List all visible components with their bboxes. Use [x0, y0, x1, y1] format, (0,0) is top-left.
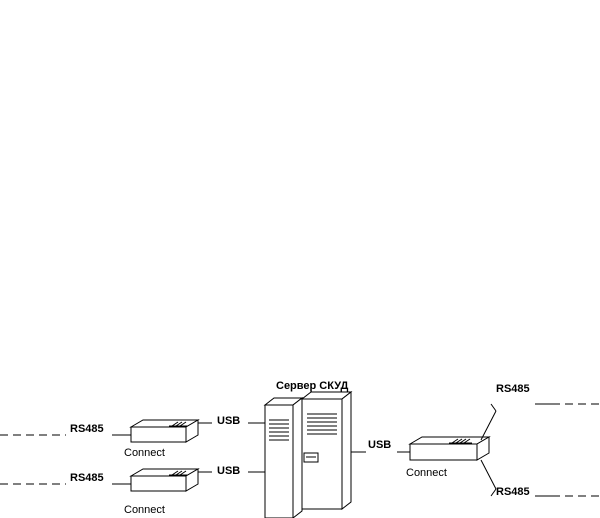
rs485-branch-right-top	[481, 404, 600, 440]
converter-right-caption: Connect	[406, 467, 447, 479]
rs485-label-right-top: RS485	[496, 383, 530, 395]
usb-label-right: USB	[368, 439, 392, 451]
converter-left-bottom-shape	[131, 469, 198, 491]
usb-label-left-bottom: USB	[217, 465, 241, 477]
rs485-label-left-top: RS485	[70, 423, 104, 435]
usb-label-left-top: USB	[217, 415, 241, 427]
server-shape	[265, 392, 351, 518]
converter-left-top-caption: Connect	[124, 447, 165, 459]
server-caption: Сервер СКУД	[276, 380, 349, 392]
rs485-label-right-bottom: RS485	[496, 486, 530, 498]
rs485-label-left-bottom: RS485	[70, 472, 104, 484]
converter-left-bottom-caption: Connect	[124, 504, 165, 516]
converter-right-shape	[410, 437, 489, 460]
converter-left-top-shape	[131, 420, 198, 442]
